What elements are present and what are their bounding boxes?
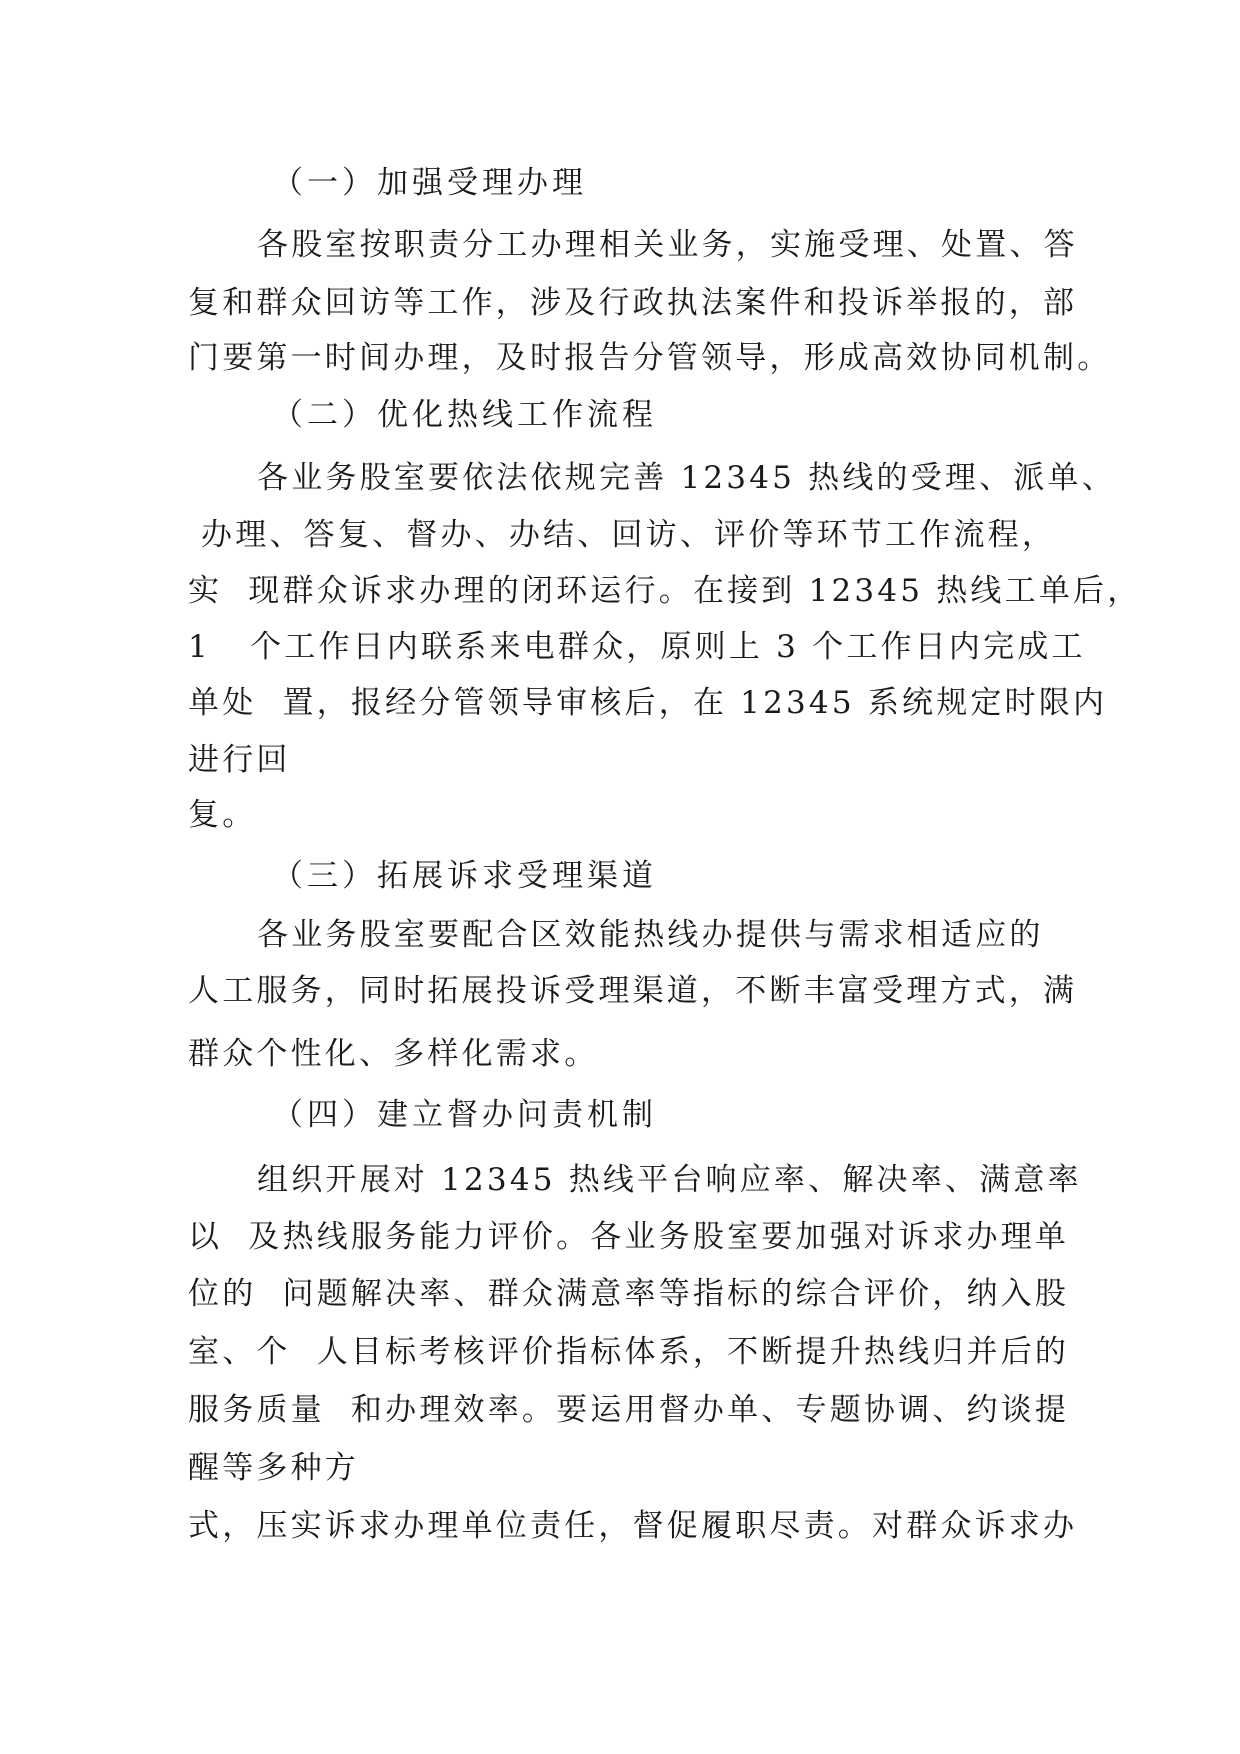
paragraph-line: 各业务股室要配合区效能热线办提供与需求相适应的	[257, 917, 1044, 953]
paragraph-line: 门要第一时间办理，及时报告分管领导，形成高效协同机制。	[188, 340, 1112, 376]
paragraph-line: 位的 问题解决率、群众满意率等指标的综合评价，纳入股	[188, 1276, 1070, 1312]
paragraph-line: 醒等多种方	[188, 1450, 359, 1486]
paragraph-line: 进行回	[188, 742, 291, 778]
section-heading-1: （一）加强受理办理	[272, 165, 587, 201]
paragraph-line: 式，压实诉求办理单位责任，督促履职尽责。对群众诉求办	[188, 1508, 1078, 1544]
paragraph-line: 1 个工作日内联系来电群众，原则上 3 个工作日内完成工	[188, 629, 1086, 665]
paragraph-line: 人工服务，同时拓展投诉受理渠道，不断丰富受理方式，满	[188, 973, 1078, 1009]
paragraph-line: 室、个 人目标考核评价指标体系，不断提升热线归并后的	[188, 1334, 1070, 1370]
paragraph-line: 各业务股室要依法依规完善 12345 热线的受理、派单、	[257, 460, 1116, 496]
paragraph-line: 各股室按职责分工办理相关业务，实施受理、处置、答	[257, 227, 1078, 263]
paragraph-line: 复。	[188, 797, 257, 833]
section-heading-3: （三）拓展诉求受理渠道	[272, 858, 657, 894]
section-heading-4: （四）建立督办问责机制	[272, 1097, 657, 1133]
section-heading-2: （二）优化热线工作流程	[272, 397, 657, 433]
paragraph-line: 组织开展对 12345 热线平台响应率、解决率、满意率	[257, 1162, 1082, 1198]
paragraph-line: 以 及热线服务能力评价。各业务股室要加强对诉求办理单	[188, 1219, 1070, 1255]
paragraph-line: 办理、答复、督办、办结、回访、评价等环节工作流程，	[188, 517, 1057, 553]
paragraph-line: 群众个性化、多样化需求。	[188, 1036, 599, 1072]
paragraph-line: 单处 置，报经分管领导审核后，在 12345 系统规定时限内	[188, 685, 1108, 721]
paragraph-line: 服务质量 和办理效率。要运用督办单、专题协调、约谈提	[188, 1392, 1070, 1428]
paragraph-line: 实 现群众诉求办理的闭环运行。在接到 12345 热线工单后，	[188, 573, 1142, 609]
paragraph-line: 复和群众回访等工作，涉及行政执法案件和投诉举报的，部	[188, 285, 1078, 321]
